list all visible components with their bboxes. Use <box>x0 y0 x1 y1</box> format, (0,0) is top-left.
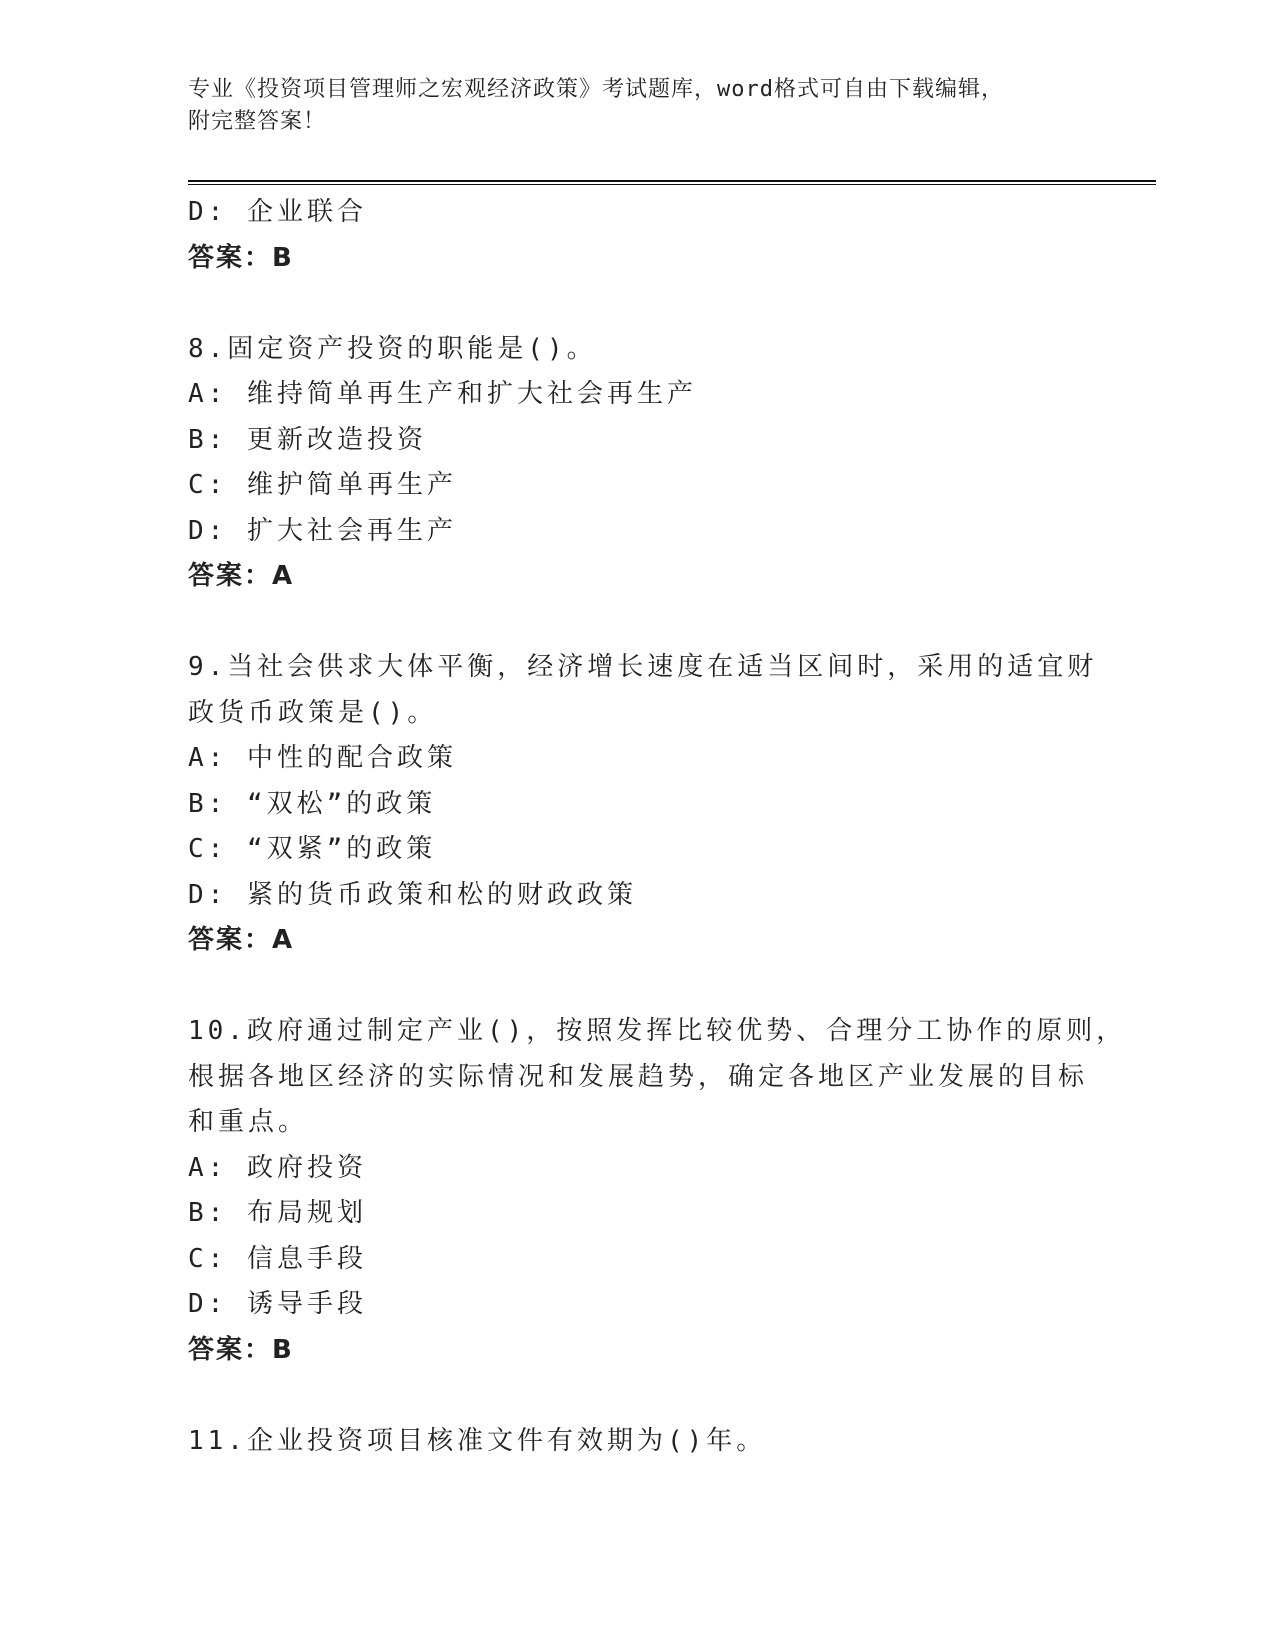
document-body <box>188 190 1127 1464</box>
question-10 <box>188 1009 1127 1373</box>
question-stem: 根据各地区经济的实际情况和发展趋势，确定各地区产业发展的目标 <box>188 1061 1089 1092</box>
option-b: B: 更新改造投资 <box>188 424 427 455</box>
option-d: D: 紧的货币政策和松的财政政策 <box>188 879 637 910</box>
question-9 <box>188 645 1098 964</box>
option-a: A: 中性的配合政策 <box>188 743 457 773</box>
option-d: D: 诱导手段 <box>188 1289 367 1319</box>
answer: 答案：B <box>188 1334 294 1365</box>
question-stem: 8.固定资产投资的职能是()。 <box>188 333 597 364</box>
header-line-2: 附完整答案！ <box>188 109 327 134</box>
question-11 <box>188 1419 1088 1465</box>
question-stem: 11.企业投资项目核准文件有效期为()年。 <box>188 1425 767 1456</box>
question-stem: 10.政府通过制定产业()，按照发挥比较优势、合理分工协作的原则， <box>188 1016 1127 1046</box>
option-b: B: “双松”的政策 <box>188 788 437 819</box>
spacer <box>188 600 1088 646</box>
spacer <box>188 964 1088 1010</box>
carryover-option-d: D: 企业联合 <box>188 197 367 227</box>
option-a: A: 维持简单再生产和扩大社会再生产 <box>188 379 697 409</box>
option-c: C: “双紧”的政策 <box>188 834 437 864</box>
page-header <box>188 74 1068 138</box>
answer: 答案：A <box>188 561 295 591</box>
header-line-1: 专业《投资项目管理师之宏观经济政策》考试题库，word格式可自由下载编辑， <box>188 77 1004 102</box>
option-b: B: 布局规划 <box>188 1198 367 1228</box>
option-c: C: 维护简单再生产 <box>188 470 457 500</box>
header-divider <box>188 180 1156 185</box>
option-c: C: 信息手段 <box>188 1243 367 1274</box>
question-stem: 和重点。 <box>188 1107 309 1137</box>
question-8 <box>188 327 1088 600</box>
carryover-answer: 答案：B <box>188 242 294 273</box>
answer: 答案：A <box>188 925 295 955</box>
question-stem: 9.当社会供求大体平衡，经济增长速度在适当区间时，采用的适宜财 <box>188 652 1098 682</box>
option-a: A: 政府投资 <box>188 1152 367 1183</box>
question-stem: 政货币政策是()。 <box>188 697 438 728</box>
spacer <box>188 281 1088 327</box>
spacer <box>188 1373 1088 1419</box>
option-d: D: 扩大社会再生产 <box>188 515 457 546</box>
